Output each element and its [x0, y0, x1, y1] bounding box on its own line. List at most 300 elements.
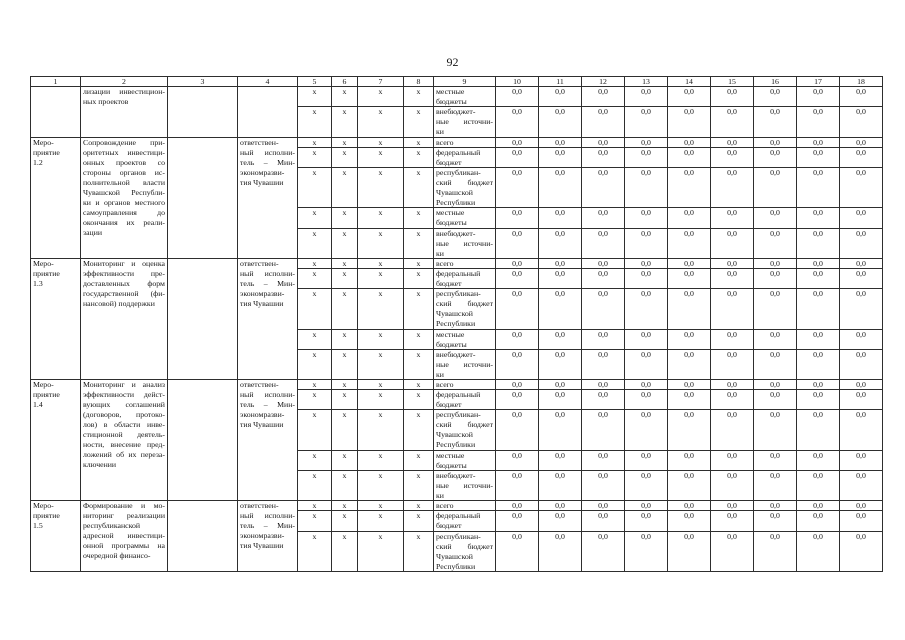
value-cell: 0,0	[538, 147, 581, 167]
funding-source-cell-line: республикан-	[436, 168, 481, 177]
event-description-cell-line: стороны органов ис-	[83, 168, 165, 177]
event-description-cell-line: Формирование и мо-	[83, 501, 165, 510]
value-cell: 0,0	[581, 167, 624, 207]
value-cell: 0,0	[796, 409, 839, 450]
responsible-executor-cell	[237, 379, 297, 500]
value-cell: 0,0	[581, 147, 624, 167]
funding-source-cell	[433, 106, 495, 137]
responsible-executor-cell-line: ответствен-	[240, 380, 279, 389]
event-description-cell-line: самоуправления до	[83, 208, 165, 217]
value-cell: 0,0	[495, 389, 538, 409]
column-number-header: 9	[433, 76, 495, 86]
event-description-cell-line: нансовой) поддержки	[83, 299, 155, 308]
mark-cell: x	[331, 147, 357, 167]
mark-cell: x	[297, 268, 331, 288]
funding-source-cell-line: местные	[436, 87, 465, 96]
value-cell: 0,0	[667, 409, 710, 450]
funding-source-cell	[433, 258, 495, 268]
funding-source-cell	[433, 86, 495, 106]
event-description-cell	[80, 500, 167, 571]
mark-cell: x	[403, 349, 433, 379]
value-cell: 0,0	[667, 167, 710, 207]
event-description-cell-line: оритетных инвестици-	[83, 148, 165, 157]
funding-source-cell-line: республикан-	[436, 289, 481, 298]
value-cell: 0,0	[624, 228, 667, 258]
mark-cell: x	[403, 500, 433, 510]
mark-cell: x	[403, 389, 433, 409]
value-cell: 0,0	[839, 379, 882, 389]
responsible-executor-cell-line: тель – Мин-	[240, 521, 295, 530]
mark-cell: x	[331, 268, 357, 288]
value-cell: 0,0	[796, 349, 839, 379]
funding-source-cell-line: внебюджет-	[436, 229, 476, 238]
event-number-cell	[30, 500, 80, 571]
funding-source-cell	[433, 470, 495, 500]
value-cell: 0,0	[624, 379, 667, 389]
value-cell: 0,0	[710, 379, 753, 389]
value-cell: 0,0	[667, 268, 710, 288]
value-cell: 0,0	[581, 86, 624, 106]
funding-source-cell-line: бюджет	[436, 521, 462, 530]
value-cell: 0,0	[839, 349, 882, 379]
event-description-cell-line: очередной финансо-	[83, 551, 151, 560]
value-cell: 0,0	[624, 349, 667, 379]
mark-cell: x	[357, 349, 403, 379]
funding-source-cell-line: всего	[436, 259, 454, 268]
value-cell: 0,0	[667, 329, 710, 349]
value-cell: 0,0	[581, 207, 624, 228]
value-cell: 0,0	[710, 147, 753, 167]
value-cell: 0,0	[710, 137, 753, 147]
funding-source-cell-line: всего	[436, 138, 454, 147]
funding-source-cell-line: внебюджет-	[436, 350, 476, 359]
mark-cell: x	[403, 329, 433, 349]
mark-cell: x	[331, 137, 357, 147]
value-cell: 0,0	[581, 349, 624, 379]
event-description-cell-line: ложений об их переза-	[83, 450, 165, 459]
responsible-executor-cell-line: ный исполни-	[240, 269, 295, 278]
funding-source-cell-line: Чувашской	[436, 552, 473, 561]
mark-cell: x	[357, 207, 403, 228]
event-number-cell-line: 1.4	[33, 400, 43, 409]
mark-cell: x	[357, 268, 403, 288]
value-cell: 0,0	[624, 510, 667, 531]
funding-source-cell-line: Республики	[436, 198, 476, 207]
value-cell: 0,0	[796, 86, 839, 106]
value-cell: 0,0	[581, 258, 624, 268]
mark-cell: x	[331, 228, 357, 258]
mark-cell: x	[357, 379, 403, 389]
mark-cell: x	[357, 470, 403, 500]
value-cell: 0,0	[581, 470, 624, 500]
column-number-header: 11	[538, 76, 581, 86]
value-cell: 0,0	[667, 470, 710, 500]
value-cell: 0,0	[839, 258, 882, 268]
funding-source-cell-line: местные	[436, 330, 465, 339]
value-cell: 0,0	[796, 500, 839, 510]
mark-cell: x	[357, 228, 403, 258]
funding-source-cell-line: Чувашской	[436, 188, 473, 197]
value-cell: 0,0	[538, 409, 581, 450]
value-cell: 0,0	[624, 106, 667, 137]
value-cell: 0,0	[753, 450, 796, 470]
mark-cell: x	[297, 531, 331, 571]
value-cell: 0,0	[753, 409, 796, 450]
funding-source-cell-line: ки	[436, 370, 444, 379]
mark-cell: x	[357, 450, 403, 470]
value-cell: 0,0	[796, 228, 839, 258]
value-cell: 0,0	[710, 450, 753, 470]
event-description-cell-line: онных проектов со	[83, 158, 165, 167]
value-cell: 0,0	[710, 207, 753, 228]
event-description-cell-line: адресной инвестици-	[83, 531, 165, 540]
column-number-header: 2	[80, 76, 167, 86]
value-cell: 0,0	[710, 389, 753, 409]
participant-cell	[167, 137, 237, 258]
column-number-header: 17	[796, 76, 839, 86]
value-cell: 0,0	[538, 349, 581, 379]
responsible-executor-cell-line: экономразви-	[240, 289, 285, 298]
funding-source-cell-line: федеральный	[436, 148, 481, 157]
value-cell: 0,0	[624, 147, 667, 167]
value-cell: 0,0	[839, 268, 882, 288]
mark-cell: x	[297, 510, 331, 531]
mark-cell: x	[331, 500, 357, 510]
value-cell: 0,0	[667, 510, 710, 531]
value-cell: 0,0	[796, 288, 839, 329]
value-cell: 0,0	[538, 207, 581, 228]
value-cell: 0,0	[624, 409, 667, 450]
mark-cell: x	[403, 106, 433, 137]
value-cell: 0,0	[753, 167, 796, 207]
value-cell: 0,0	[538, 379, 581, 389]
responsible-executor-cell	[237, 500, 297, 571]
event-description-cell-line: онной программы на	[83, 541, 165, 550]
value-cell: 0,0	[839, 288, 882, 329]
value-cell: 0,0	[667, 137, 710, 147]
value-cell: 0,0	[839, 389, 882, 409]
funding-source-cell-line: ский бюджет	[436, 420, 493, 429]
mark-cell: x	[403, 531, 433, 571]
funding-source-cell	[433, 349, 495, 379]
funding-source-cell-line: бюджет	[436, 158, 462, 167]
event-description-cell-line: окончания их реали-	[83, 218, 165, 227]
value-cell: 0,0	[839, 409, 882, 450]
value-cell: 0,0	[581, 288, 624, 329]
responsible-executor-cell	[237, 86, 297, 137]
funding-source-cell-line: бюджет	[436, 400, 462, 409]
event-number-cell-line: Меро-	[33, 259, 54, 268]
mark-cell: x	[297, 379, 331, 389]
value-cell: 0,0	[495, 450, 538, 470]
funding-source-cell-line: внебюджет-	[436, 107, 476, 116]
mark-cell: x	[357, 500, 403, 510]
mark-cell: x	[331, 106, 357, 137]
value-cell: 0,0	[538, 258, 581, 268]
value-cell: 0,0	[710, 258, 753, 268]
funding-source-cell-line: федеральный	[436, 269, 481, 278]
mark-cell: x	[331, 258, 357, 268]
value-cell: 0,0	[710, 106, 753, 137]
funding-source-cell-line: бюджеты	[436, 461, 467, 470]
responsible-executor-cell	[237, 137, 297, 258]
value-cell: 0,0	[581, 409, 624, 450]
value-cell: 0,0	[624, 207, 667, 228]
value-cell: 0,0	[753, 389, 796, 409]
value-cell: 0,0	[495, 409, 538, 450]
value-cell: 0,0	[753, 510, 796, 531]
event-description-cell-line: ки и органов местного	[83, 198, 165, 207]
mark-cell: x	[403, 258, 433, 268]
value-cell: 0,0	[710, 409, 753, 450]
value-cell: 0,0	[796, 450, 839, 470]
value-cell: 0,0	[667, 228, 710, 258]
column-number-header: 10	[495, 76, 538, 86]
value-cell: 0,0	[710, 268, 753, 288]
event-description-cell-line: государственной (фи-	[83, 289, 165, 298]
event-description-cell-line: Сопровождение при-	[83, 138, 165, 147]
funding-source-cell	[433, 329, 495, 349]
funding-source-cell	[433, 500, 495, 510]
responsible-executor-cell-line: ответствен-	[240, 138, 279, 147]
value-cell: 0,0	[495, 470, 538, 500]
mark-cell: x	[357, 531, 403, 571]
value-cell: 0,0	[796, 258, 839, 268]
funding-source-cell-line: Республики	[436, 319, 476, 328]
value-cell: 0,0	[495, 106, 538, 137]
funding-source-cell-line: местные	[436, 451, 465, 460]
funding-source-cell	[433, 137, 495, 147]
value-cell: 0,0	[495, 510, 538, 531]
column-number-header: 15	[710, 76, 753, 86]
value-cell: 0,0	[538, 288, 581, 329]
value-cell: 0,0	[495, 137, 538, 147]
responsible-executor-cell-line: ответствен-	[240, 259, 279, 268]
participant-cell	[167, 86, 237, 137]
event-number-cell-line: Меро-	[33, 501, 54, 510]
mark-cell: x	[297, 288, 331, 329]
mark-cell: x	[331, 531, 357, 571]
value-cell: 0,0	[667, 349, 710, 379]
event-description-cell-line: эффективности дейст-	[83, 390, 165, 399]
value-cell: 0,0	[495, 349, 538, 379]
funding-source-cell-line: федеральный	[436, 511, 481, 520]
mark-cell: x	[403, 207, 433, 228]
value-cell: 0,0	[495, 379, 538, 389]
mark-cell: x	[331, 510, 357, 531]
mark-cell: x	[403, 86, 433, 106]
value-cell: 0,0	[667, 500, 710, 510]
funding-source-cell-line: Чувашской	[436, 430, 473, 439]
event-description-cell-line: республиканской	[83, 521, 141, 530]
value-cell: 0,0	[538, 329, 581, 349]
value-cell: 0,0	[495, 207, 538, 228]
value-cell: 0,0	[753, 329, 796, 349]
mark-cell: x	[331, 86, 357, 106]
value-cell: 0,0	[667, 86, 710, 106]
event-description-cell	[80, 258, 167, 379]
value-cell: 0,0	[538, 268, 581, 288]
value-cell: 0,0	[710, 500, 753, 510]
value-cell: 0,0	[753, 268, 796, 288]
responsible-executor-cell-line: тия Чувашии	[240, 541, 284, 550]
event-description-cell-line: зации	[83, 228, 103, 237]
responsible-executor-cell-line: тель – Мин-	[240, 158, 295, 167]
column-number-header: 8	[403, 76, 433, 86]
value-cell: 0,0	[495, 531, 538, 571]
value-cell: 0,0	[753, 228, 796, 258]
value-cell: 0,0	[667, 207, 710, 228]
value-cell: 0,0	[839, 450, 882, 470]
value-cell: 0,0	[624, 137, 667, 147]
funding-source-cell-line: Чувашской	[436, 309, 473, 318]
mark-cell: x	[297, 258, 331, 268]
value-cell: 0,0	[839, 167, 882, 207]
event-description-cell	[80, 379, 167, 500]
responsible-executor-cell-line: ный исполни-	[240, 390, 295, 399]
value-cell: 0,0	[710, 531, 753, 571]
value-cell: 0,0	[839, 329, 882, 349]
value-cell: 0,0	[710, 349, 753, 379]
mark-cell: x	[331, 349, 357, 379]
funding-source-cell-line: Республики	[436, 562, 476, 571]
value-cell: 0,0	[796, 147, 839, 167]
value-cell: 0,0	[624, 268, 667, 288]
value-cell: 0,0	[796, 510, 839, 531]
column-number-header: 7	[357, 76, 403, 86]
column-number-header: 5	[297, 76, 331, 86]
funding-source-cell	[433, 167, 495, 207]
budget-table	[30, 76, 883, 572]
event-description-cell-line: ключении	[83, 460, 117, 469]
responsible-executor-cell-line: тия Чувашии	[240, 420, 284, 429]
value-cell: 0,0	[753, 258, 796, 268]
funding-source-cell-line: федеральный	[436, 390, 481, 399]
responsible-executor-cell-line: тия Чувашии	[240, 299, 284, 308]
funding-source-cell-line: бюджеты	[436, 218, 467, 227]
mark-cell: x	[331, 470, 357, 500]
value-cell: 0,0	[624, 470, 667, 500]
funding-source-cell-line: ский бюджет	[436, 299, 493, 308]
value-cell: 0,0	[538, 450, 581, 470]
value-cell: 0,0	[624, 288, 667, 329]
event-description-cell-line: ности, внесение пред-	[83, 440, 165, 449]
funding-source-cell-line: всего	[436, 380, 454, 389]
mark-cell: x	[297, 137, 331, 147]
funding-source-cell	[433, 531, 495, 571]
responsible-executor-cell	[237, 258, 297, 379]
event-description-cell-line: эффективности пре-	[83, 269, 165, 278]
funding-source-cell	[433, 379, 495, 389]
value-cell: 0,0	[753, 500, 796, 510]
column-number-header: 4	[237, 76, 297, 86]
value-cell: 0,0	[581, 389, 624, 409]
value-cell: 0,0	[538, 531, 581, 571]
value-cell: 0,0	[839, 510, 882, 531]
value-cell: 0,0	[581, 500, 624, 510]
mark-cell: x	[357, 510, 403, 531]
value-cell: 0,0	[796, 167, 839, 207]
participant-cell	[167, 258, 237, 379]
value-cell: 0,0	[753, 137, 796, 147]
mark-cell: x	[297, 147, 331, 167]
participant-cell	[167, 379, 237, 500]
value-cell: 0,0	[796, 137, 839, 147]
value-cell: 0,0	[839, 531, 882, 571]
value-cell: 0,0	[495, 258, 538, 268]
mark-cell: x	[357, 288, 403, 329]
value-cell: 0,0	[839, 86, 882, 106]
funding-source-cell-line: ки	[436, 491, 444, 500]
event-number-cell-line: приятие	[33, 511, 60, 520]
value-cell: 0,0	[495, 500, 538, 510]
mark-cell: x	[403, 409, 433, 450]
event-description-cell-line: Мониторинг и оценка	[83, 259, 165, 268]
event-number-cell-line: приятие	[33, 390, 60, 399]
value-cell: 0,0	[796, 470, 839, 500]
event-description-cell-line: ных проектов	[83, 97, 129, 106]
value-cell: 0,0	[581, 268, 624, 288]
mark-cell: x	[331, 379, 357, 389]
event-number-cell	[30, 86, 80, 137]
event-description-cell-line: (договоров, протоко-	[83, 410, 165, 419]
event-number-cell-line: 1.3	[33, 279, 43, 288]
value-cell: 0,0	[839, 137, 882, 147]
value-cell: 0,0	[839, 207, 882, 228]
funding-source-cell-line: всего	[436, 501, 454, 510]
column-number-header: 6	[331, 76, 357, 86]
value-cell: 0,0	[710, 510, 753, 531]
funding-source-cell-line: ский бюджет	[436, 542, 493, 551]
value-cell: 0,0	[581, 228, 624, 258]
value-cell: 0,0	[839, 106, 882, 137]
mark-cell: x	[357, 167, 403, 207]
value-cell: 0,0	[667, 147, 710, 167]
value-cell: 0,0	[581, 379, 624, 389]
funding-source-cell-line: ский бюджет	[436, 178, 493, 187]
mark-cell: x	[297, 470, 331, 500]
responsible-executor-cell-line: ный исполни-	[240, 148, 295, 157]
value-cell: 0,0	[753, 106, 796, 137]
funding-source-cell-line: республикан-	[436, 532, 481, 541]
funding-source-cell-line: ные источни-	[436, 117, 493, 126]
responsible-executor-cell-line: ответствен-	[240, 501, 279, 510]
value-cell: 0,0	[581, 531, 624, 571]
value-cell: 0,0	[839, 470, 882, 500]
value-cell: 0,0	[667, 379, 710, 389]
value-cell: 0,0	[495, 86, 538, 106]
value-cell: 0,0	[753, 379, 796, 389]
mark-cell: x	[403, 379, 433, 389]
event-number-cell	[30, 258, 80, 379]
mark-cell: x	[297, 450, 331, 470]
value-cell: 0,0	[538, 137, 581, 147]
responsible-executor-cell-line: экономразви-	[240, 531, 285, 540]
value-cell: 0,0	[538, 167, 581, 207]
event-number-cell	[30, 379, 80, 500]
page-number: 92	[446, 55, 459, 69]
value-cell: 0,0	[667, 288, 710, 329]
column-number-header: 12	[581, 76, 624, 86]
value-cell: 0,0	[796, 329, 839, 349]
responsible-executor-cell-line: экономразви-	[240, 168, 285, 177]
funding-source-cell	[433, 207, 495, 228]
value-cell: 0,0	[538, 470, 581, 500]
value-cell: 0,0	[624, 329, 667, 349]
mark-cell: x	[297, 106, 331, 137]
mark-cell: x	[331, 389, 357, 409]
mark-cell: x	[357, 86, 403, 106]
